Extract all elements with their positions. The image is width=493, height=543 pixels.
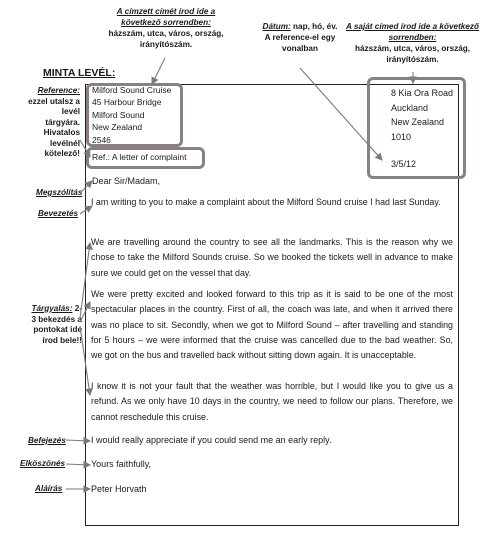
signature-note: Aláírás: [35, 484, 63, 493]
body-note-label: Tárgyalás:: [31, 304, 73, 313]
date-instruction-label: Dátum:: [262, 22, 291, 31]
sender-line: 1010: [391, 131, 412, 142]
paragraph-3: I know it is not your fault that the weather was horrible, but I would like you to give us a refund. As we only have 10 days in the country, we need to follow our plans. Therefore, we cannot reschedule this cruise.: [91, 381, 453, 422]
paragraph-1: We are travelling around the country to see all the landmarks. This is the reason why we chose to take the Milford Sounds cruise. So we booked the tickets well in advance to make sure we could get on the vessel that day.: [91, 237, 453, 278]
recipient-line: Milford Sound Cruise: [92, 85, 172, 95]
closing-line-note: Befejezés: [28, 436, 66, 445]
reference-line: Ref.: A letter of complaint: [92, 152, 187, 162]
recipient-line: 2546: [92, 134, 111, 145]
body-note-text: 2-3 bekezdés a pontokat ide írod bele!!: [31, 304, 82, 345]
recipient-address: [92, 84, 171, 146]
sender-instruction: [340, 21, 485, 65]
date-instruction: [262, 21, 338, 54]
sender-line: Auckland: [391, 102, 429, 113]
letter-date: 3/5/12: [391, 159, 417, 169]
arrow-recipient: [152, 58, 165, 84]
closing-line: I would really appreciate if you could send me an early reply.: [91, 435, 332, 445]
sender-instruction-title: A saját címed írod ide a következő sorrendben:: [345, 22, 480, 42]
sender-line: New Zealand: [391, 117, 445, 127]
recipient-instruction-title: A címzett címét írod ide a következő sorrendben:: [116, 7, 216, 27]
paragraph-2: We were pretty excited and looked forward to this trip as it is said to be one of the most spectacular places in the country. First of all, the coach was late, and when it arrived there was no place to sit. Secondly, when we got to Milford Sound – after travelling and standing for 5 hours – we were informed that the cruise was cancelled due to the bad weather. So, we got on the bus and travelled back without sitting down again. It is unacceptable.: [91, 289, 453, 361]
recipient-instruction: [106, 6, 226, 50]
salutation-note: Megszólítás: [36, 188, 83, 197]
reference-note-label: Reference:: [37, 86, 80, 95]
salutation: Dear Sir/Madam,: [92, 176, 161, 186]
reference-note: [26, 86, 80, 160]
sender-instruction-body: házszám, utca, város, ország, irányítószám.: [354, 44, 471, 64]
signature: Peter Horvath: [91, 484, 147, 494]
paragraph-intro: I am writing to you to make a complaint about the Milford Sound cruise I had last Sunday.: [91, 197, 441, 207]
recipient-line: 45 Harbour Bridge: [92, 97, 162, 108]
recipient-line: Milford Sound: [92, 109, 145, 120]
body-note: [28, 304, 82, 346]
sign-off-note: Elköszönés: [20, 459, 66, 468]
date-instruction-text: nap, hó, év. A reference-el egy vonalban: [264, 22, 338, 53]
recipient-instruction-body: házszám, utca, város, ország, irányítószám.: [108, 29, 224, 49]
introduction-note: Bevezetés: [38, 209, 79, 218]
sign-off: Yours faithfully,: [91, 459, 152, 469]
sender-line: 8 Kia Ora Road: [391, 88, 454, 98]
recipient-line: New Zealand: [92, 122, 143, 133]
page-title: MINTA LEVÉL:: [43, 67, 116, 79]
reference-note-text: ezzel utalsz a levél tárgyára. Hivatalos levélnél kötelező!: [28, 96, 80, 158]
sender-address: [391, 86, 453, 144]
